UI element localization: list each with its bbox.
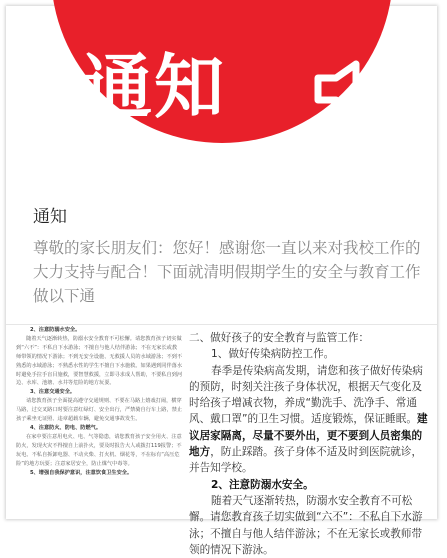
- megaphone-icon: [312, 58, 376, 120]
- text-run: 春季是传染病高发期，请您和孩子做好传染病的预防，时刻关注孩子身体状况，根据天气变化及时给孩子增减衣物，养成“勤洗手、洗净手、常通风、戴口罩”的卫生习惯。适度锻炼，保证睡眠。: [189, 364, 423, 426]
- right-section-heading: [189, 477, 429, 493]
- left-paragraph: 在家中要注意用电火、电、气等隐患，请您教育孩子安全用火、注意防火，发现火灾不得擅自上前扑火，要及时报告大人或拨打119报警；不玩电、不私自拆卸电器、不动火柴、打火机、烟花等，不在标有“高压危险”的地方玩耍；注意家居安全，防止煤气中毒等。: [16, 433, 182, 467]
- notice-banner: [6, 6, 437, 181]
- text-run: 1、做好传染病防控工作。: [211, 348, 335, 361]
- left-paragraph: 随着天气逐渐转热，防溺水安全教育不可松懈。请您教育孩子切实做到“六不”：不私自下水游泳；不擅自与他人结伴游泳；不在无家长或教师带领的情况下游泳；不到无安全设施、无救援人员的水域游泳；不到不熟悉的水域游泳；不熟悉水性的学生不擅自下水施救。如果遇到同伴落水时避免手拉手盲目施救，要智慧救援，立即寻求成人帮助，不要私自到河边、水库、池塘、水井等危险的地方玩耍。: [16, 335, 183, 387]
- text-run: 随着天气逐渐转热，防溺水安全教育不可松懈。请您教育孩子切实做到“六不”：不私自下水游泳；不擅自与他人结伴游泳；不在无家长或教师带领的情况下游泳。: [189, 494, 423, 556]
- notice-title: 通知: [33, 207, 67, 227]
- banner-title: 通知: [82, 46, 226, 128]
- right-paragraph: [189, 493, 429, 558]
- right-section-heading: [189, 346, 429, 362]
- right-paragraph: [189, 330, 429, 346]
- text-run: 二、做好孩子的安全教育与监管工作：: [189, 332, 370, 344]
- text-run: ，防止踩踏。孩子身体不适及时到医院就诊，并告知学校。: [189, 446, 423, 475]
- left-section-heading: 4、注意防火、防电、防燃气。: [30, 424, 102, 431]
- document-frame: [6, 6, 437, 556]
- emphasis-text: 2、注意防溺水安全。: [211, 478, 314, 491]
- right-paragraph: [189, 363, 429, 477]
- scanned-page-right-column: [189, 330, 429, 556]
- left-section-heading: 3、注意交通安全。: [30, 389, 76, 396]
- notice-intro-text: 尊敬的家长朋友们：您好！感谢您一直以来对我校工作的大力支持与配合！下面就清明假期学生的安全与教育工作做以下通: [33, 239, 421, 305]
- left-section-heading: 5、增强自我保护意识，注意饮食卫生安全。: [30, 469, 133, 476]
- scanned-page-left-column: [16, 326, 182, 522]
- emphasis-text: 建议居家隔离，尽量不要外出，更不要到人员密集的地方: [189, 413, 428, 459]
- left-section-heading: 2、注意防溺水安全。: [30, 327, 81, 333]
- divider: [6, 324, 437, 325]
- left-paragraph: 请您教育孩子全面提高遵守交通规则、不要在马路上嬉戏打闹，横穿马路，过交叉路口时要注意红绿灯、安全出行，严禁骑自行车上路，禁止孩子乘坐无证照、违章超载车辆，避免交通事故发生。: [16, 398, 183, 423]
